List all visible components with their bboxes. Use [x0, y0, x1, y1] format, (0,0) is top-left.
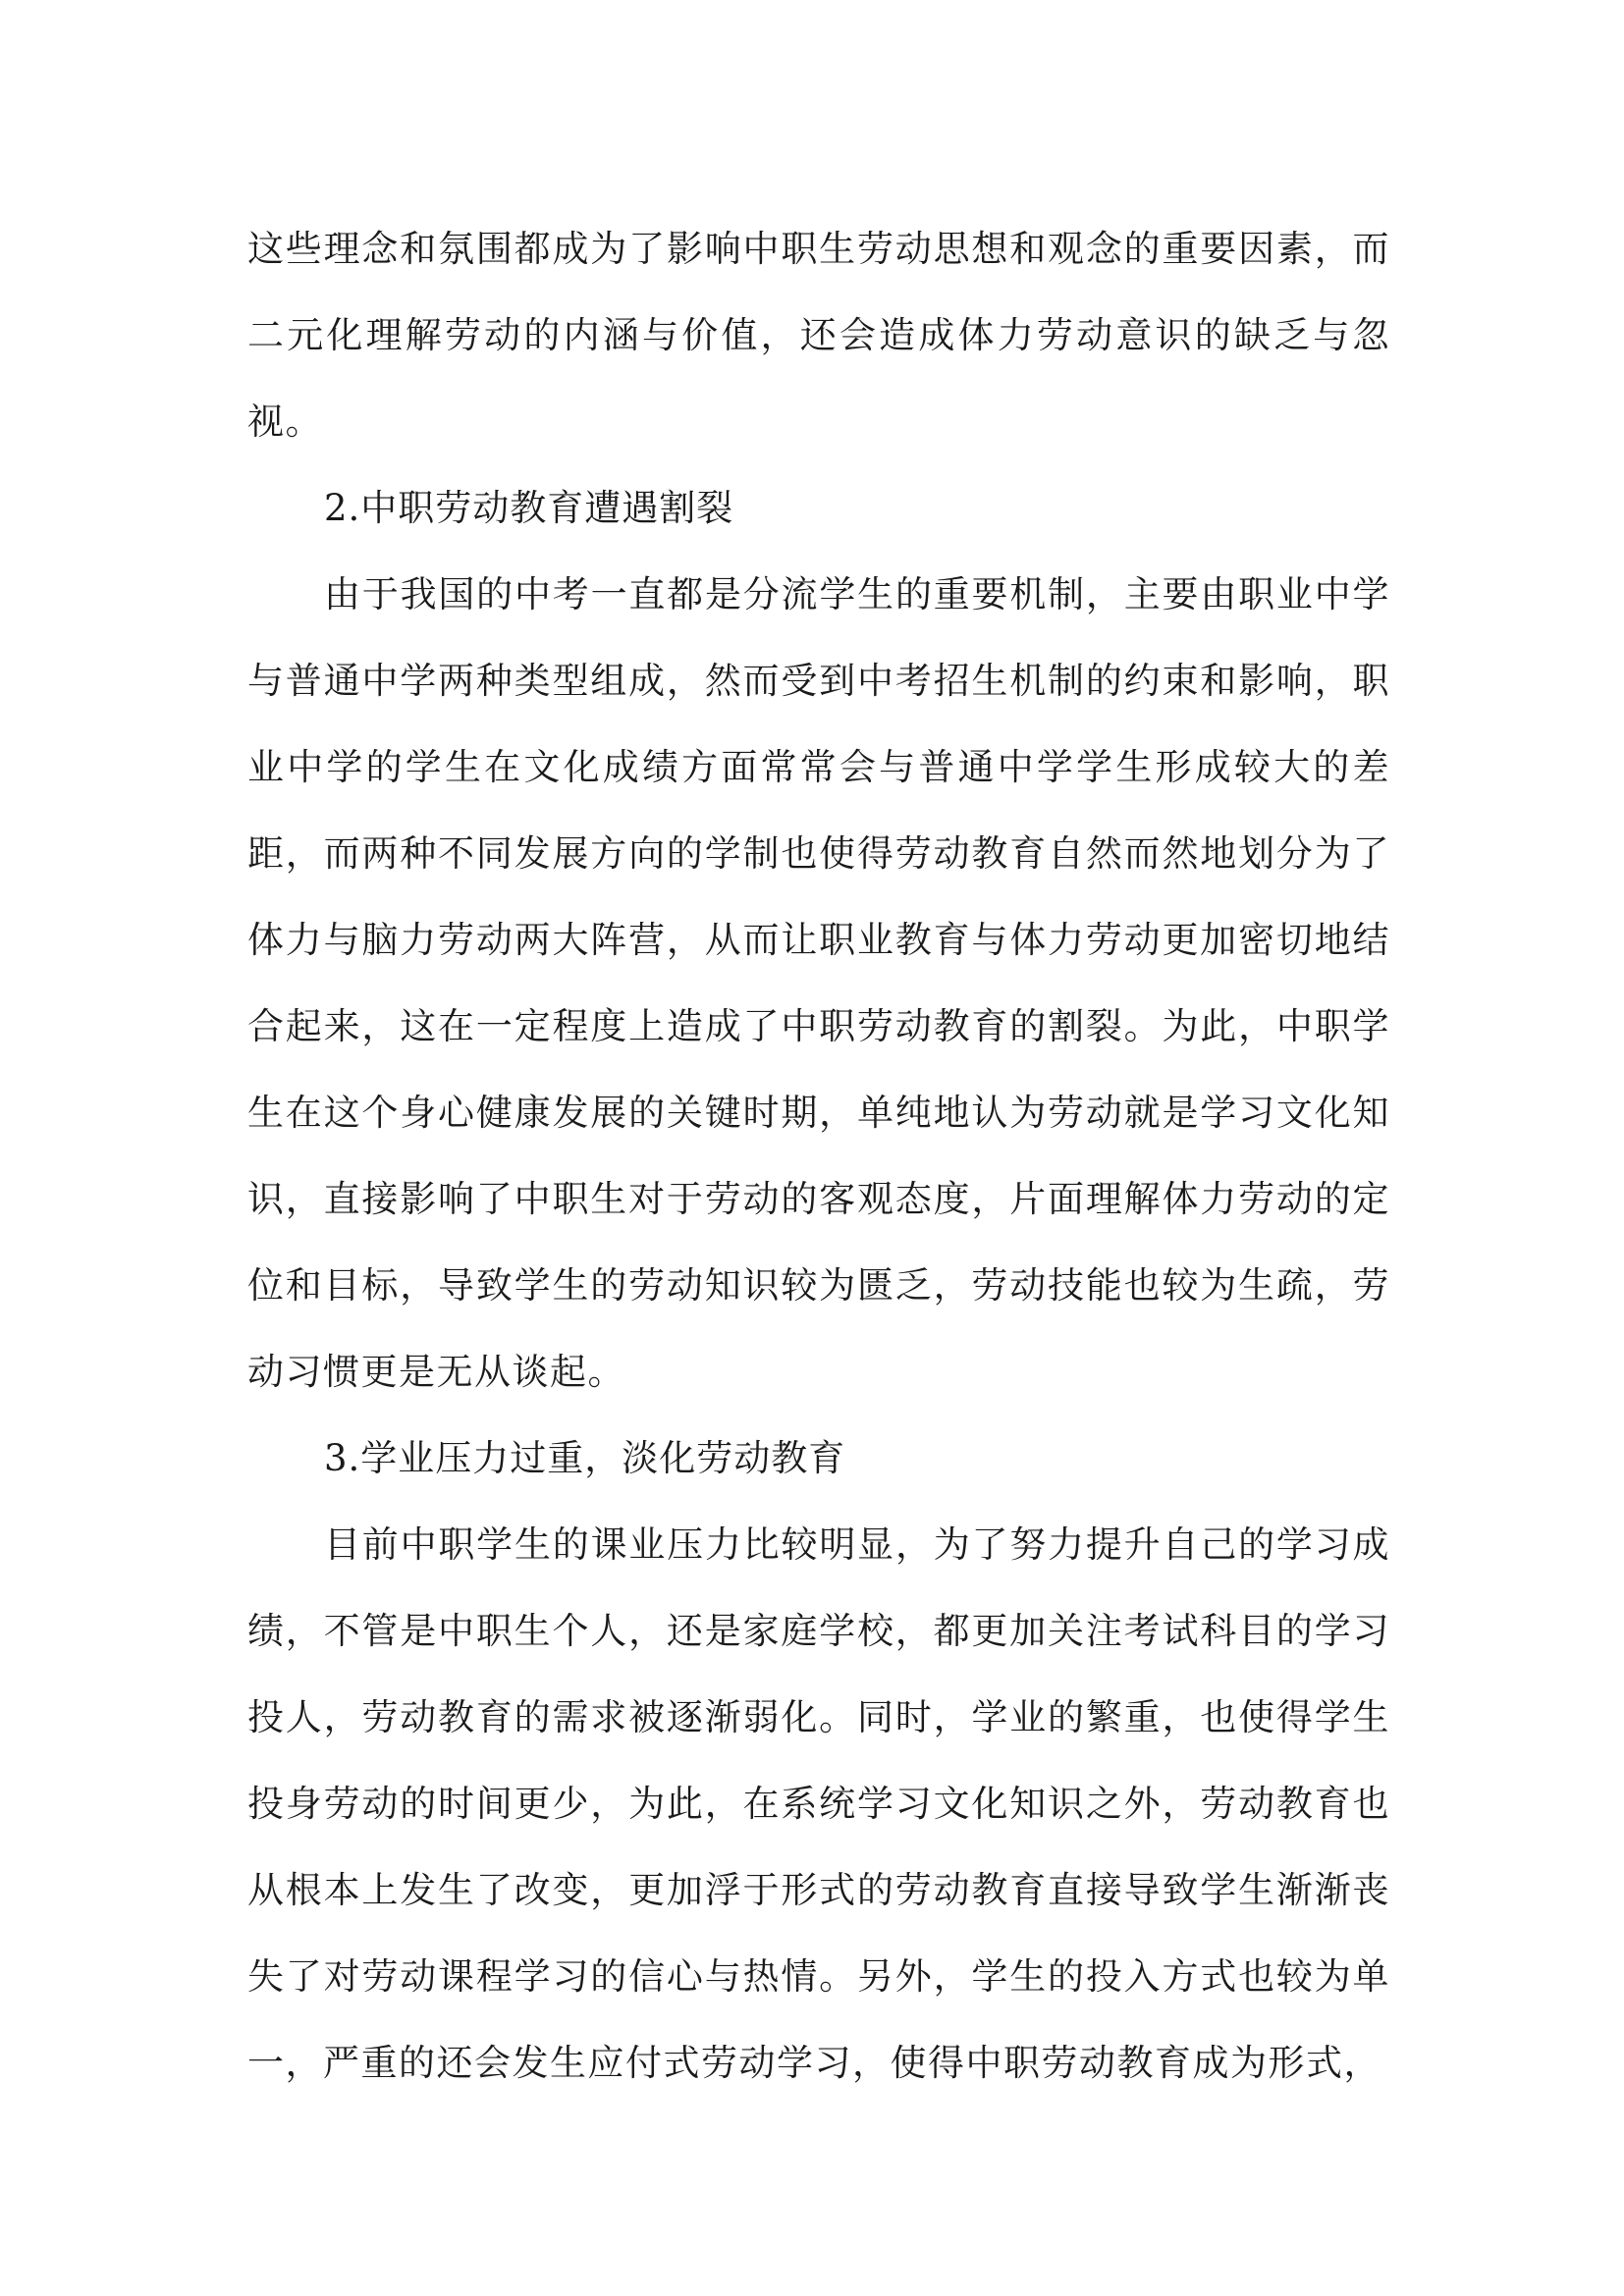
section-heading-2: 2.中职劳动教育遭遇割裂	[324, 487, 734, 529]
paragraph-continued: 这些理念和氛围都成为了影响中职生劳动思想和观念的重要因素，而二元化理解劳动的内涵与价值，还会造成体力劳动意识的缺乏与忽视。	[247, 228, 1390, 443]
paragraph-section-3: 目前中职学生的课业压力比较明显，为了努力提升自己的学习成绩，不管是中职生个人，还是家庭学校，都更加关注考试科目的学习投人，劳动教育的需求被逐渐弱化。同时，学业的繁重，也使得学生投身劳动的时间更少，为此，在系统学习文化知识之外，劳动教育也从根本上发生了改变，更加浮于形式的劳动教育直接导致学生渐渐丧失了对劳动课程学习的信心与热情。另外，学生的投入方式也较为单一，严重的还会发生应付式劳动学习，使得中职劳动教育成为形式，	[247, 1523, 1390, 2084]
paragraph-section-2: 由于我国的中考一直都是分流学生的重要机制，主要由职业中学与普通中学两种类型组成，然而受到中考招生机制的约束和影响，职业中学的学生在文化成绩方面常常会与普通中学学生形成较大的差距，而两种不同发展方向的学制也使得劳动教育自然而然地划分为了体力与脑力劳动两大阵营，从而让职业教育与体力劳动更加密切地结合起来，这在一定程度上造成了中职劳动教育的割裂。为此，中职学生在这个身心健康发展的关键时期，单纯地认为劳动就是学习文化知识，直接影响了中职生对于劳动的客观态度，片面理解体力劳动的定位和目标，导致学生的劳动知识较为匮乏，劳动技能也较为生疏，劳动习惯更是无从谈起。	[247, 573, 1390, 1393]
section-heading-3: 3.学业压力过重，淡化劳动教育	[324, 1437, 846, 1479]
document-body	[247, 206, 1390, 2107]
